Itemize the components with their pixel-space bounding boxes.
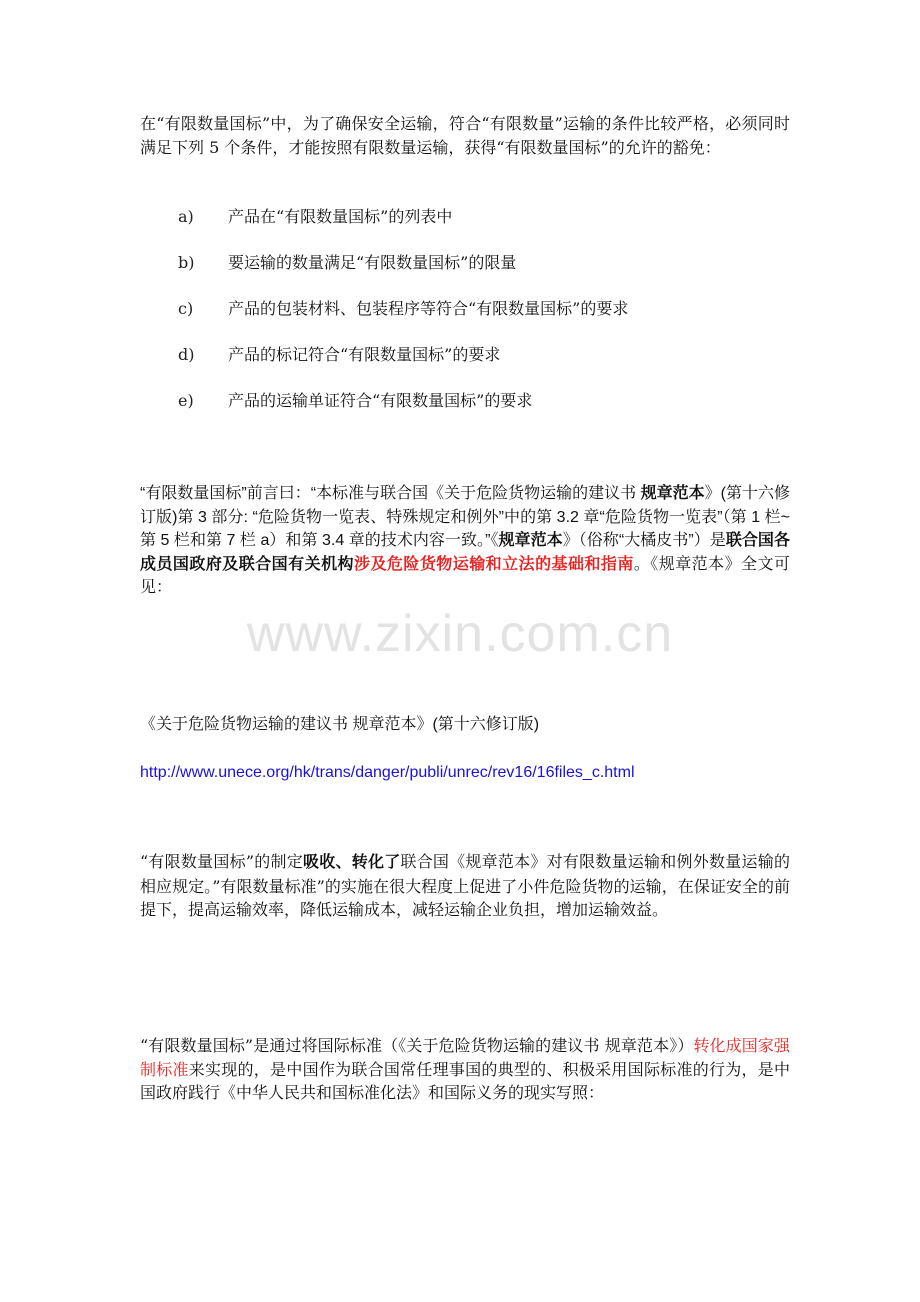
condition-item-d [178, 344, 500, 366]
bold-term: 规章范本 [498, 532, 563, 549]
condition-item-b [178, 252, 516, 274]
adoption-text: “有限数量国标”的制定 [140, 852, 303, 871]
conversion-text: “有限数量国标”是通过将国际标准（《关于危险货物运输的建议书 规章范本》） [140, 1036, 694, 1055]
list-marker: d) [178, 345, 195, 364]
list-marker: a) [178, 207, 194, 226]
bold-term: 规章范本 [640, 485, 705, 502]
bold-phrase: 联合国各成员国政府及联合国有关机构 [140, 532, 790, 573]
list-marker: c) [178, 299, 194, 318]
conversion-paragraph [140, 1034, 790, 1105]
adoption-text: 联合国《规章范本》对有限数量运输和例外数量运输的相应规定。”有限数量标准”的实施在很大程度上促进了小件危险货物的运输，在保证安全的前提下，提高运输效率，降低运输成本，减轻运输企业负担，增加运输效益。 [140, 852, 790, 919]
list-marker: b) [178, 253, 195, 272]
bold-phrase: 吸收、转化了 [303, 854, 401, 871]
book-title: 《关于危险货物运输的建议书 规章范本》(第十六修订版) [140, 716, 540, 733]
list-item-text: 产品的运输单证符合“有限数量国标”的要求 [228, 391, 533, 410]
preface-text: 》（俗称“大橘皮书”）是 [562, 532, 726, 549]
condition-item-a [178, 206, 452, 228]
list-item-text: 产品的包装材料、包装程序等符合“有限数量国标”的要求 [228, 299, 629, 318]
adoption-paragraph [140, 850, 790, 922]
preface-text: 》(第十六修订版)第 3 部分: “危险货物一览表、特殊规定和例外”中的第 3.2 章“危险货物一览表”（第 1 栏~第 5 栏和第 7 栏 a）和第 3.4 章的技术内容一致。”《 [140, 485, 790, 549]
conversion-text: 来实现的，是中国作为联合国常任理事国的典型的、积极采用国际标准的行为，是中国政府践行《中华人民共和国标准化法》和国际义务的现实写照： [140, 1059, 790, 1102]
condition-item-c [178, 298, 628, 320]
preface-text: “有限数量国标”前言曰：“本标准与联合国《关于危险货物运输的建议书 [140, 485, 641, 502]
list-marker: e) [178, 391, 194, 410]
red-emphasis: 转化成国家强制标准 [140, 1036, 790, 1079]
preface-text: 。《规章范本》全文可见： [140, 555, 790, 596]
preface-paragraph [140, 482, 790, 600]
red-emphasis: 涉及危险货物运输和立法的基础和指南 [354, 555, 634, 573]
watermark: www.zixin.com.cn [246, 605, 674, 663]
list-item-text: 要运输的数量满足“有限数量国标”的限量 [228, 253, 517, 272]
list-item-text: 产品在“有限数量国标”的列表中 [228, 207, 453, 226]
regulation-link[interactable]: http://www.unece.org/hk/trans/danger/publi/unrec/rev16/16files_c.html [140, 764, 635, 781]
intro-paragraph: 在“有限数量国标”中，为了确保安全运输，符合“有限数量”运输的条件比较严格，必须同时满足下列 5 个条件，才能按照有限数量运输，获得“有限数量国标”的允许的豁免： [140, 114, 790, 157]
list-item-text: 产品的标记符合“有限数量国标”的要求 [228, 345, 501, 364]
condition-item-e [178, 390, 532, 412]
